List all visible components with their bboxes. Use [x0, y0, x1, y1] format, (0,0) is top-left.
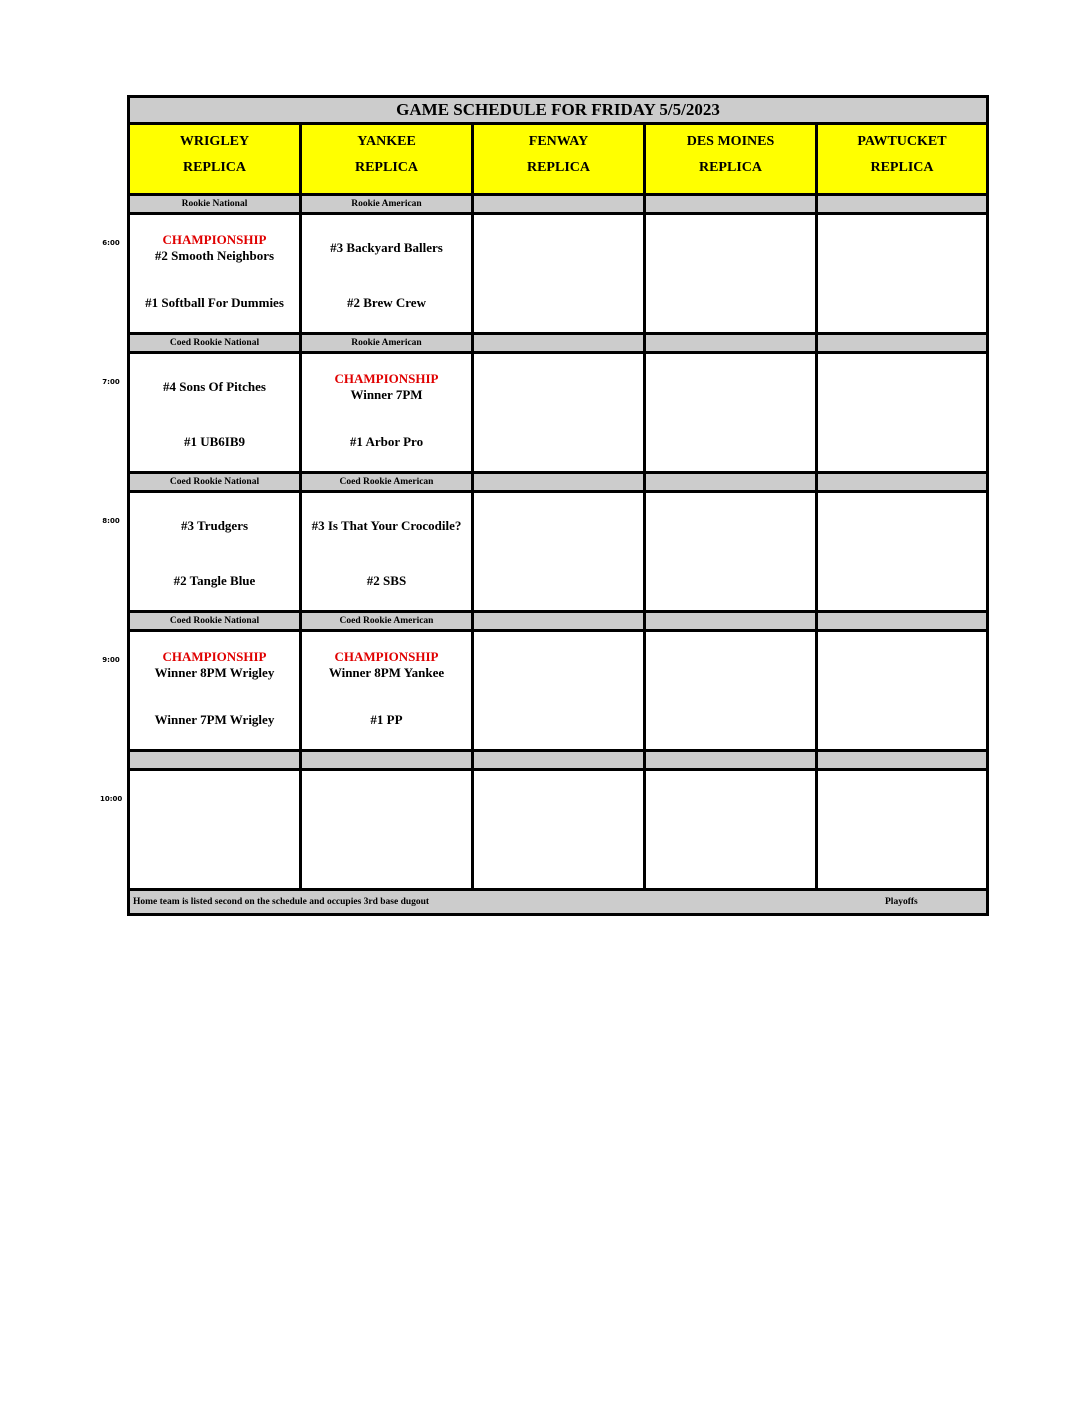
away-team: #3 Backyard Ballers	[330, 240, 443, 255]
game-row	[130, 493, 986, 613]
home-team: #1 UB6IB9	[183, 434, 246, 449]
game-cell	[818, 771, 986, 888]
game-cell	[130, 215, 302, 332]
field-sub: REPLICA	[354, 160, 418, 175]
division-label	[474, 196, 646, 212]
away-block	[130, 632, 299, 698]
away-block	[302, 493, 471, 559]
away-block	[646, 771, 815, 837]
field-sub: REPLICA	[182, 160, 246, 175]
field-sub: REPLICA	[870, 160, 934, 175]
away-team: #3 Is That Your Crocodile?	[311, 518, 462, 533]
schedule-table	[127, 95, 989, 916]
footer-note: Home team is listed second on the schedule and occupies 3rd base dugout	[133, 897, 430, 907]
time-label: 9:00	[102, 656, 120, 664]
game-cell	[646, 632, 818, 749]
game-row	[130, 215, 986, 335]
division-label	[818, 474, 986, 490]
home-team: #2 Brew Crew	[347, 295, 426, 310]
championship-label: CHAMPIONSHIP	[162, 649, 267, 664]
division-row	[130, 335, 986, 354]
division-label: Rookie American	[302, 335, 474, 351]
field-header-row	[130, 125, 986, 196]
away-team: Winner 7PM	[350, 387, 423, 402]
away-block	[302, 215, 471, 281]
away-block	[474, 632, 643, 698]
game-cell	[646, 493, 818, 610]
division-label	[302, 752, 474, 768]
division-label	[646, 335, 818, 351]
time-label: 6:00	[102, 239, 120, 247]
field-name: WRIGLEY	[179, 134, 250, 149]
away-block	[474, 354, 643, 420]
game-cell	[474, 632, 646, 749]
division-row	[130, 474, 986, 493]
away-team: #2 Smooth Neighbors	[154, 248, 275, 263]
division-label: Coed Rookie National	[130, 335, 302, 351]
away-team: Winner 8PM Wrigley	[154, 665, 275, 680]
division-label: Rookie National	[130, 196, 302, 212]
time-label: 7:00	[102, 378, 120, 386]
field-name: PAWTUCKET	[857, 134, 947, 149]
away-block	[130, 771, 299, 837]
division-label: Coed Rookie National	[130, 474, 302, 490]
away-block	[474, 771, 643, 837]
time-label: 8:00	[102, 517, 120, 525]
schedule-title: GAME SCHEDULE FOR FRIDAY 5/5/2023	[130, 98, 986, 125]
field-header-wrigley	[130, 125, 302, 193]
division-label	[646, 752, 818, 768]
field-sub: REPLICA	[526, 160, 590, 175]
game-row	[130, 632, 986, 752]
field-name: YANKEE	[357, 134, 416, 149]
championship-label: CHAMPIONSHIP	[334, 371, 439, 386]
division-label	[646, 196, 818, 212]
game-cell	[302, 354, 474, 471]
division-label: Coed Rookie American	[302, 613, 474, 629]
away-block	[646, 354, 815, 420]
field-header-pawtucket	[818, 125, 986, 193]
away-block	[818, 354, 986, 420]
away-block	[130, 354, 299, 420]
division-label	[474, 613, 646, 629]
division-label	[474, 752, 646, 768]
championship-label: CHAMPIONSHIP	[334, 649, 439, 664]
schedule-footer	[130, 891, 986, 913]
home-team: #2 SBS	[366, 573, 407, 588]
division-label	[130, 752, 302, 768]
division-label: Coed Rookie National	[130, 613, 302, 629]
game-cell	[474, 493, 646, 610]
game-cell	[818, 354, 986, 471]
home-team: #1 Softball For Dummies	[145, 295, 284, 310]
time-label: 10:00	[100, 795, 123, 803]
game-cell	[646, 771, 818, 888]
away-block	[818, 493, 986, 559]
game-cell	[302, 215, 474, 332]
game-cell	[302, 632, 474, 749]
game-cell	[302, 493, 474, 610]
home-team: Winner 7PM Wrigley	[154, 712, 275, 727]
division-label	[646, 613, 818, 629]
away-block	[474, 215, 643, 281]
championship-label: CHAMPIONSHIP	[162, 232, 267, 247]
away-block	[130, 493, 299, 559]
division-label	[818, 752, 986, 768]
home-team: #1 PP	[370, 712, 403, 727]
away-block	[302, 354, 471, 420]
game-row	[130, 354, 986, 474]
game-cell	[474, 354, 646, 471]
field-name: FENWAY	[528, 134, 589, 149]
game-cell	[818, 632, 986, 749]
division-row	[130, 196, 986, 215]
division-label	[818, 335, 986, 351]
division-label	[818, 196, 986, 212]
game-cell	[474, 215, 646, 332]
game-cell	[818, 493, 986, 610]
field-header-fenway	[474, 125, 646, 193]
field-header-yankee	[302, 125, 474, 193]
away-team: #4 Sons Of Pitches	[163, 379, 266, 394]
away-block	[818, 771, 986, 837]
division-label: Rookie American	[302, 196, 474, 212]
footer-tag: Playoffs	[885, 897, 918, 907]
field-header-des-moines	[646, 125, 818, 193]
away-block	[818, 215, 986, 281]
game-cell	[130, 493, 302, 610]
away-block	[302, 632, 471, 698]
home-team: #1 Arbor Pro	[349, 434, 424, 449]
away-block	[646, 632, 815, 698]
division-label: Coed Rookie American	[302, 474, 474, 490]
division-row	[130, 752, 986, 771]
division-label	[474, 335, 646, 351]
away-team: #3 Trudgers	[180, 518, 249, 533]
home-team: #2 Tangle Blue	[173, 573, 256, 588]
away-block	[130, 215, 299, 281]
away-block	[646, 215, 815, 281]
game-cell	[646, 354, 818, 471]
game-cell	[474, 771, 646, 888]
away-block	[302, 771, 471, 837]
division-row	[130, 613, 986, 632]
away-block	[818, 632, 986, 698]
away-block	[646, 493, 815, 559]
game-cell	[130, 354, 302, 471]
division-label	[474, 474, 646, 490]
game-cell	[818, 215, 986, 332]
division-label	[646, 474, 818, 490]
field-sub: REPLICA	[698, 160, 762, 175]
field-name: DES MOINES	[686, 134, 775, 149]
away-block	[474, 493, 643, 559]
away-team: Winner 8PM Yankee	[328, 665, 445, 680]
division-label	[818, 613, 986, 629]
game-cell	[130, 771, 302, 888]
game-cell	[302, 771, 474, 888]
game-cell	[646, 215, 818, 332]
game-row	[130, 771, 986, 891]
game-cell	[130, 632, 302, 749]
